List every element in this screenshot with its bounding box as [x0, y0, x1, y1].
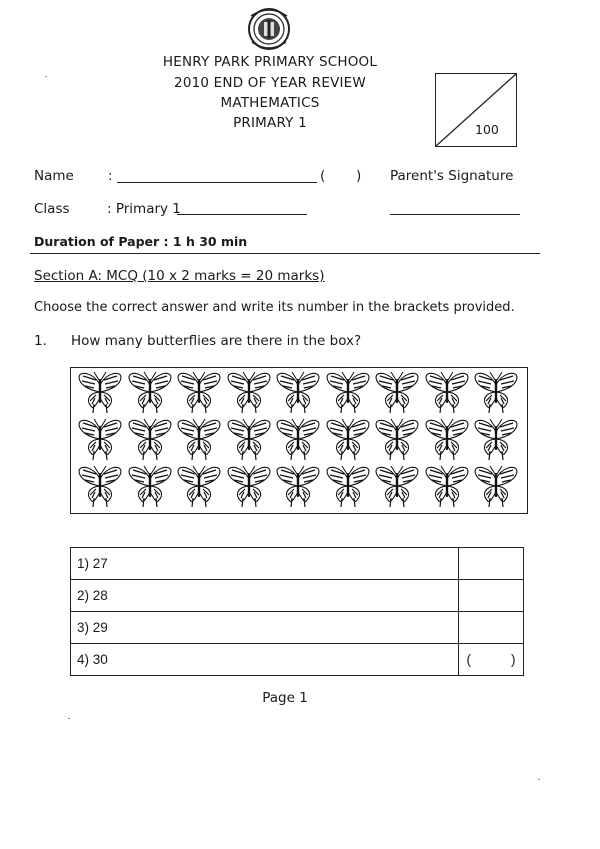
- duration-of-paper: Duration of Paper : 1 h 30 min: [34, 234, 248, 249]
- class-label: Class: [34, 201, 70, 217]
- name-colon: :: [108, 168, 113, 184]
- butterfly-icon: [128, 465, 172, 507]
- answer-cell: [459, 612, 524, 644]
- option-1[interactable]: 1) 27: [71, 548, 459, 580]
- option-row[interactable]: [71, 580, 524, 612]
- section-instruction: Choose the correct answer and write its number in the brackets provided.: [34, 300, 515, 315]
- option-row[interactable]: [71, 548, 524, 580]
- option-4[interactable]: 4) 30: [71, 644, 459, 676]
- subject-title: MATHEMATICS: [220, 95, 320, 111]
- butterfly-icon: [474, 465, 518, 507]
- butterfly-icon: [326, 465, 370, 507]
- butterfly-icon: [128, 418, 172, 460]
- page-number: Page 1: [262, 690, 308, 706]
- butterfly-icon: [474, 371, 518, 413]
- scan-speck: [68, 718, 70, 719]
- butterfly-icon: [78, 371, 122, 413]
- butterfly-icon: [128, 371, 172, 413]
- exam-title: 2010 END OF YEAR REVIEW: [174, 75, 366, 91]
- class-value: : Primary 1: [107, 201, 181, 217]
- option-row[interactable]: [71, 644, 524, 676]
- index-close-bracket: ): [356, 168, 362, 184]
- name-field[interactable]: [117, 182, 317, 183]
- section-title: Section A: MCQ (10 x 2 marks = 20 marks): [34, 268, 325, 284]
- index-open-bracket: (: [320, 168, 326, 184]
- butterfly-icon: [276, 465, 320, 507]
- butterfly-icon: [177, 465, 221, 507]
- butterfly-icon: [227, 371, 271, 413]
- butterfly-icon: [78, 418, 122, 460]
- divider: [30, 253, 540, 254]
- butterfly-icon: [375, 418, 419, 460]
- name-label: Name: [34, 168, 74, 184]
- school-name: HENRY PARK PRIMARY SCHOOL: [162, 54, 378, 70]
- butterfly-icon: [425, 371, 469, 413]
- option-2[interactable]: 2) 28: [71, 580, 459, 612]
- butterfly-icon: [474, 418, 518, 460]
- scan-speck: [538, 779, 540, 780]
- options-table: [70, 547, 524, 676]
- answer-close-bracket: ): [511, 652, 516, 667]
- butterfly-icon: [78, 465, 122, 507]
- question-text: How many butterflies are there in the box?: [71, 333, 362, 349]
- butterfly-icon: [425, 465, 469, 507]
- class-field[interactable]: [177, 214, 307, 215]
- parent-signature-field[interactable]: [390, 214, 520, 215]
- parent-signature-label: Parent's Signature: [390, 168, 514, 184]
- butterfly-icon: [375, 465, 419, 507]
- butterfly-icon: [375, 371, 419, 413]
- option-3[interactable]: 3) 29: [71, 612, 459, 644]
- butterfly-icon: [326, 418, 370, 460]
- butterfly-icon: [227, 465, 271, 507]
- butterfly-icon: [177, 371, 221, 413]
- answer-cell: [459, 548, 524, 580]
- answer-bracket-cell[interactable]: [459, 644, 524, 676]
- option-row[interactable]: [71, 612, 524, 644]
- level-title: PRIMARY 1: [233, 115, 307, 131]
- butterfly-figure-box: [70, 367, 528, 514]
- answer-cell: [459, 580, 524, 612]
- butterfly-icon: [276, 371, 320, 413]
- scan-speck: [45, 76, 47, 77]
- butterfly-icon: [425, 418, 469, 460]
- butterfly-icon: [177, 418, 221, 460]
- question-number: 1.: [34, 333, 47, 349]
- butterfly-icon: [276, 418, 320, 460]
- answer-open-bracket: (: [466, 652, 471, 667]
- score-total: 100: [475, 122, 499, 137]
- school-crest-logo: [247, 6, 291, 52]
- butterfly-icon: [227, 418, 271, 460]
- butterfly-icon: [326, 371, 370, 413]
